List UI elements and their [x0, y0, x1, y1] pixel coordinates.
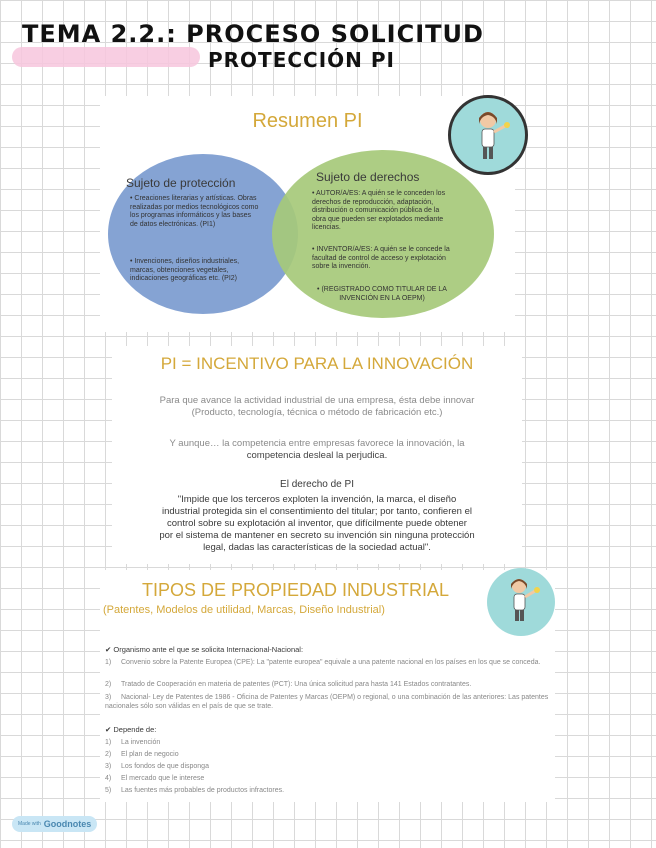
- incentivo-p2-line1: Y aunque… la competencia entre empresas favorece la innovación, la: [169, 438, 465, 449]
- rights-title: Sujeto de derechos: [316, 170, 420, 184]
- tipos-title: TIPOS DE PROPIEDAD INDUSTRIAL: [142, 580, 450, 600]
- rights-item-3: • (REGISTRADO COMO TITULAR DE LA INVENCIÓN EN LA OEPM): [317, 286, 447, 302]
- protection-title: Sujeto de protección: [126, 176, 236, 190]
- organismo-item-1: 1) Convenio sobre la Patente Europea (CPE): La "patente europea" equivale a una patente nacional en los países en los que se conceda.: [105, 659, 541, 666]
- made-with-label: Made with: [18, 821, 41, 827]
- depende-item-4: 4) El mercado que le interese: [105, 775, 205, 782]
- depende-item-2: 2) El plan de negocio: [105, 751, 179, 758]
- goodnotes-watermark: [12, 816, 97, 832]
- derecho-title: El derecho de PI: [280, 479, 354, 490]
- depende-item-1: 1) La invención: [105, 739, 161, 746]
- goodnotes-brand: Goodnotes: [43, 819, 92, 829]
- derecho-quote-5: legal, dadas las características de la sociedad actual".: [203, 542, 431, 553]
- organismo-item-2: 2) Tratado de Cooperación en materia de patentes (PCT): Una única solicitud para hasta 141 Estados contratantes.: [105, 681, 472, 688]
- derecho-quote-3: control sobre su explotación al inventor, que difícilmente puede obtener: [167, 518, 467, 529]
- title-highlight: [12, 47, 200, 67]
- rights-item-1: • AUTOR/A/ES: A quién se le conceden los derechos de reproducción, adaptación, distribución o comunicación pública de la obra que pueden ser explotados mediante licencias.: [312, 190, 446, 231]
- incentivo-p1-line1: Para que avance la actividad industrial de una empresa, ésta debe innovar: [159, 395, 475, 406]
- depende-item-5: 5) Las fuentes más probables de productos infractores.: [105, 787, 285, 794]
- organismo-heading: ✔ Organismo ante el que se solicita Internacional-Nacional:: [105, 645, 304, 654]
- derecho-quote-1: "Impide que los terceros exploten la invención, la marca, el diseño: [177, 494, 457, 505]
- incentivo-title: PI = INCENTIVO PARA LA INNOVACIÓN: [160, 354, 474, 373]
- depende-item-3: 3) Los fondos de que disponga: [105, 763, 209, 770]
- rights-item-2: • INVENTOR/A/ES: A quién se le concede la facultad de control de acceso y explotación sobre la invención.: [312, 246, 450, 270]
- protection-item-1: • Creaciones literarias y artísticas. Obras realizadas por medios tecnológicos como los programas informáticos y las bases de datos electrónicas. (PI1): [130, 195, 259, 228]
- derecho-quote-4: por el sistema de mantener en secreto su invención sin ninguna protección: [159, 530, 475, 541]
- organismo-item-3: 3) Nacional- Ley de Patentes de 1986 - Oficina de Patentes y Marcas (OEPM) o regional, o una combinación de las anteriores: Las patentes nacionales sólo son válidas en el país de que se trate.: [105, 694, 549, 710]
- page-title-line2: PROTECCIÓN PI: [208, 48, 395, 72]
- resumen-title: Resumen PI: [252, 110, 363, 132]
- incentivo-p2-line2: competencia desleal la perjudica.: [246, 450, 388, 461]
- character-sticker-icon: [448, 95, 528, 175]
- tipos-subtitle: (Patentes, Modelos de utilidad, Marcas, Diseño Industrial): [103, 604, 385, 616]
- incentivo-panel: [112, 346, 522, 564]
- character-sticker-icon-2: [487, 568, 555, 636]
- derecho-quote-2: industrial protegida sin el consentimiento del titular; por tanto, confieren el: [162, 506, 472, 517]
- depende-heading: ✔ Depende de:: [105, 725, 157, 734]
- protection-item-2: • Invenciones, diseños industriales, marcas, obtenciones vegetales, indicaciones geográficas etc. (PI2): [130, 258, 240, 282]
- page-title: TEMA 2.2.: PROCESO SOLICITUD: [22, 20, 484, 48]
- incentivo-p1-line2: (Producto, tecnología, técnica o método de fabricación etc.): [191, 407, 443, 418]
